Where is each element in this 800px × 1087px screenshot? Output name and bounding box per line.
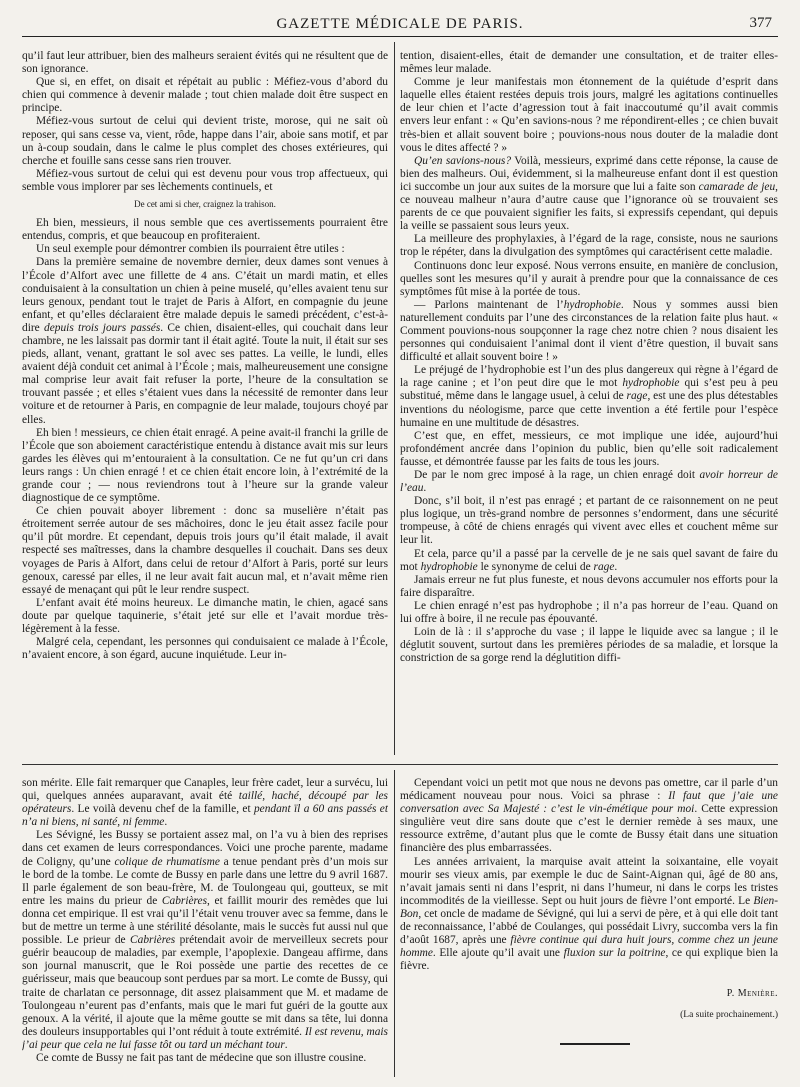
text-run: qu’il faut leur attribuer, bien des malheurs seraient évités qui ne résultent que de son ignorance.	[22, 50, 388, 76]
feuilleton-column-right	[400, 777, 778, 1077]
paragraph	[22, 50, 388, 76]
text-run: , ce nouveau malheur n’aura d’autre cause que l’ignorance où se trouvaient ses parents de ce que pouvaient signifier les faits, si expressifs cependant, qui depuis la veille se passaient sous leurs yeux.	[400, 180, 778, 233]
italic-text: Bien-Bon	[400, 894, 778, 920]
italic-text: fièvre continue qui dura huit jours, comme chez un jeune homme	[400, 934, 778, 960]
text-run: P. Menière.	[726, 988, 778, 1000]
paragraph	[22, 256, 388, 426]
text-run: Les années arrivaient, la marquise avait atteint la soixantaine, elle voyait mourir ses vieux amis, par exemple le duc de Saint-Aignan qui, âgé de 80 ans, n’avait jamais senti ni dans l’esprit, ni dans l’humeur, ni dans le corps les tristes incommodités de la vieillesse. Sept ou huit jours de fièvre l’ont emporté. Le	[400, 855, 778, 907]
section-divider	[22, 764, 778, 765]
text-run: , ce qui explique bien la fièvre.	[400, 947, 778, 973]
text-run: . Nous y sommes aussi bien naturellement conduits par l’une des circonstances de la relation faite plus haut. « Comment pouvions-nous soupçonner la rage chez notre chien ? nous disaient les personnes qui conduisaient l’animal dont il vient d’être question, il buvait sans difficulté et allait souvent boire ! »	[400, 298, 778, 364]
paragraph	[400, 574, 778, 600]
text-run: , et faillit mourir des remèdes que lui donna cet empirique. Il est vrai qu’il l’était venu trouver avec sa femme, dans le but de mettre un terme à une stérilité désolante, mais le succès fut aussi nul que possible. Le prieur de	[22, 894, 388, 947]
italic-text: fluxion sur la poitrine	[563, 947, 666, 960]
page-header	[22, 10, 778, 37]
paragraph	[22, 505, 388, 597]
text-run: , cet oncle de madame de Sévigné, qui lui a servi de père, et à qui elle doit tant de reconnaissance, l’abbé de Coulanges, qui possédait Livry, succomba vers la fin d’août 1687, après une	[400, 907, 778, 947]
text-run: Ce comte de Bussy ne fait pas tant de médecine que son illustre cousine.	[36, 1051, 367, 1064]
italic-text: taillé, haché, découpé par les opérateurs	[22, 790, 388, 816]
text-run: Eh bien, messieurs, il nous semble que ces avertissements pourraient être entendus, compris, et que beaucoup en profiteraient.	[22, 217, 388, 243]
paragraph	[400, 856, 778, 974]
italic-text: avoir horreur de l’eau	[400, 469, 778, 495]
paragraph	[400, 469, 778, 495]
italic-text: Il est revenu, mais j’ai peur que cela ne lui fasse tôt ou tard un méchant tour	[22, 1025, 388, 1051]
text-run: Loin de là : il s’approche du vase ; il lappe le liquide avec sa langue ; il le déglutit souvent, surtout dans les premières périodes de sa maladie, et lorsque la constriction de sa gorge rend la déglutition diffi-	[400, 626, 778, 665]
text-run: Le chien enragé n’est pas hydrophobe ; il n’a pas horreur de l’eau. Quand on lui offre à boire, il ne recule pas épouvanté.	[400, 599, 778, 626]
text-run: Jamais erreur ne fut plus funeste, et nous devons accumuler nos efforts pour la faire disparaître.	[400, 573, 778, 599]
italic-text: Qu’en savions-nous?	[414, 154, 512, 167]
end-rule	[560, 1043, 630, 1045]
text-run: , est une des plus détestables inventions du néologisme, parce que cette invention a été fertile pour l’espèce humaine en une multitude de désastres.	[400, 390, 778, 429]
paragraph	[400, 364, 778, 429]
italic-text: Cabrières	[161, 894, 208, 907]
page-number: 377	[749, 15, 772, 31]
text-run: Voilà, messieurs, exprimé dans cette réponse, la cause de bien des malheurs. Oui, évidemment, si la malheureuse enfant dont il est question ici succombe un jour aux suites de la morsure que lui a faite son	[400, 154, 778, 193]
italic-text: hydrophobie	[563, 298, 621, 311]
italic-text: hydrophobie	[622, 377, 680, 390]
paragraph	[400, 76, 778, 155]
feuilleton-column-left	[22, 777, 388, 1077]
text-run: De par le nom grec imposé à la rage, un chien enragé doit	[414, 469, 700, 481]
text-run: .	[423, 482, 427, 495]
text-run: La meilleure des prophylaxies, à l’égard de la rage, consiste, nous ne saurions trop le répéter, dans la divulgation des symptômes qui caractérisent cette maladie.	[400, 233, 778, 259]
paragraph	[22, 597, 388, 636]
author-signature	[400, 987, 778, 1000]
text-run: .	[164, 816, 168, 829]
text-run: . Cette expression singulière veut dire sans doute que c’est le dernier remède à ses maux, une ressource extrême, d’autant plus que le comte de Bussy était dans une situation financière des plus embarrassées.	[400, 803, 778, 855]
text-run: tention, disaient-elles, était de demander une consultation, et de traiter elles-mêmes leur malade.	[400, 50, 778, 76]
text-run: . Le voilà devenu chef de la famille, et	[71, 803, 254, 816]
text-run: C’est que, en effet, messieurs, ce mot implique une idée, aujourd’hui profondément ancrée dans l’opinion du public, bien qu’elle soit radicalement fausse, et démontrée fausse par les faits de tous les jours.	[400, 429, 778, 468]
text-run: Donc, s’il boit, il n’est pas enragé ; et partant de ce raisonnement on ne peut plus logique, un très-grand nombre de personnes s’endorment, dans une sécurité trompeuse, à côté de chiens enragés qui vivent avec elles et couchent même sur leur lit.	[400, 495, 778, 547]
paragraph	[400, 600, 778, 626]
paragraph	[400, 50, 778, 76]
verse-quote	[22, 198, 388, 211]
text-run: Comme je leur manifestais mon étonnement de la quiétude d’esprit dans laquelle elles étaient restées depuis trois jours, malgré les agitations continuelles de leur chien et l’acte d’agression tout à fait inaccoutumé qu’il avait commis envers leur enfant : « Qu’en savions-nous ? me répondirent-elles ; ce chien buvait très-bien et allait souvent boire ; pouvions-nous nous douter de la maladie dont vous le dites affecté ? »	[400, 76, 778, 154]
paragraph	[400, 155, 778, 234]
paragraph	[400, 233, 778, 259]
text-run: — Parlons maintenant de l’	[414, 298, 564, 311]
article-column-top-left	[22, 50, 388, 755]
article-column-top-right	[400, 50, 778, 755]
continuation-note	[400, 1009, 778, 1022]
text-run: Le préjugé de l’hydrophobie est l’un des plus dangereux qui règne à l’égard de la rage canine ; et l’on peut dire que le mot	[400, 364, 778, 390]
italic-text: rage	[593, 560, 615, 573]
text-run: Eh bien ! messieurs, ce chien était enragé. A peine avait-il franchi la grille de l’École que son aboiement caractéristique entendu à distance avait mis sur leurs gardes les élèves qui m’entouraient à la consultation. Ce ne fut qu’un cri dans leurs rangs : Un chien enragé ! et ce chien était encore loin, à l’extrémité de la grande cour ; — nous reviendrons tout à l’heure sur la grande valeur diagnostique de ce symptôme.	[22, 426, 388, 505]
paragraph	[400, 260, 778, 299]
text-run: Cependant voici un petit mot que nous ne devons pas omettre, car il parle d’un médicament nouveau pour nous. Voici sa phrase :	[400, 777, 778, 803]
italic-text: rage	[626, 390, 648, 403]
text-run: le synonyme de celui de	[477, 560, 594, 573]
paragraph	[22, 217, 388, 243]
italic-text: pendant ïl a 60 ans passés et n’a ni biens, ni santé, ni femme	[22, 803, 388, 829]
text-run: Méfiez-vous surtout de celui qui devient triste, morose, qui ne sait où reposer, qui sans cesse va, vient, rôde, happe dans l’air, aboie sans motif, et par un à-coup soudain, dans le calme le plus complet des choses extérieures, qui cherche et fouille sans cesse sans rien trouver.	[22, 115, 388, 167]
paragraph	[22, 636, 388, 662]
text-run: De cet ami si cher, craignez la trahison.	[134, 199, 276, 210]
paragraph	[22, 243, 388, 256]
italic-text: Cabrières	[130, 934, 176, 947]
text-run: Les Sévigné, les Bussy se portaient assez mal, on l’a vu à bien des reprises dans cet examen de leurs correspondances. Voici une proche parente, madame de Coligny, qu’une	[22, 829, 388, 868]
paragraph	[400, 777, 778, 856]
italic-text: Il faut que j’aie une conversation avec Sa Majesté : c’est le vin-émétique pour moi	[400, 790, 778, 816]
text-run: . Ce chien, disaient-elles, qui couchait dans leur chambre, ne les laissait pas dormir tant il était agité. Toute la nuit, il était sur ses pieds, allant, venant, grattant le sol avec ses pattes. La veille, le lundi, elles avaient déjà conduit cet animal à l’École ; mais, malheureusement une consigne mal comprise leur avait fait refuser la porte, l’heure de la consultation se trouvant passée ; et elles s’étaient vues dans la nécessité de remonter dans leur voiture et de retourner à Paris, en compagnie de leur malade, toujours choyé par elles.	[22, 321, 388, 426]
italic-text: colique de rhumatisme	[114, 855, 220, 868]
text-run: Un seul exemple pour démontrer combien ils pourraient être utiles :	[36, 243, 345, 256]
paragraph	[400, 299, 778, 364]
text-run: son mérite. Elle fait remarquer que Canaples, leur frère cadet, leur a survécu, lui qui, quelques années auparavant, avait été	[22, 777, 388, 803]
text-run: Dans la première semaine de novembre dernier, deux dames sont venues à l’École d’Alfort avec une fillette de 4 ans. C’était un mardi matin, et elles conduisaient à la consultation un chien à peine muselé, qu’elles avaient tenu sur leurs genoux, pendant tout le trajet de Paris à Alfort, en compagnie du jeune enfant, et qu’elles déclaraient être malade depuis le samedi précédent, c’est-à-dire	[22, 256, 388, 334]
paragraph	[22, 1052, 388, 1065]
paragraph	[22, 777, 388, 829]
italic-text: camarade de jeu	[698, 180, 776, 193]
text-run: L’enfant avait été moins heureux. Le dimanche matin, le chien, agacé sans doute par quelque taquinerie, s’était jeté sur elle et l’avait mordue très-légèrement à la fesse.	[22, 596, 388, 636]
journal-title: GAZETTE MÉDICALE DE PARIS.	[276, 16, 524, 32]
text-run: (La suite prochainement.)	[680, 1009, 778, 1020]
column-divider-bottom	[394, 770, 395, 1077]
paragraph	[22, 829, 388, 1052]
text-run: a tenue pendant près d’un mois sur le bord de la tombe. Le comte de Bussy en parle dans une lettre du 9 avril 1687. Il parle également de son beau-frère, M. de Toulongeau qui, goutteux, se mit entre les mains du prieur de	[22, 855, 388, 907]
column-divider-top	[394, 42, 395, 755]
text-run: Et cela, parce qu’il a passé par la cervelle de je ne sais quel savant de faire du mot	[400, 547, 778, 573]
paragraph	[400, 495, 778, 547]
paragraph	[400, 626, 778, 665]
text-run: Méfiez-vous surtout de celui qui est devenu pour vous trop affectueux, qui semble vous implorer par ses lèchements continuels, et	[22, 167, 388, 193]
text-run: Malgré cela, cependant, les personnes qui conduisaient ce malade à l’École, n’avaient encore, à son égard, aucune inquiétude. Leur in-	[22, 636, 388, 662]
italic-text: depuis trois jours passés	[44, 321, 161, 334]
text-run: Que si, en effet, on disait et répétait au public : Méfiez-vous d’abord du chien qui commence à devenir malade ; tout chien malade doit être suspect en principe.	[22, 76, 388, 115]
paragraph	[22, 427, 388, 506]
paragraph	[22, 115, 388, 167]
paragraph	[400, 548, 778, 574]
text-run: . Elle ajoute qu’il avait une	[432, 947, 564, 960]
text-run: Continuons donc leur exposé. Nous verrons ensuite, en manière de conclusion, quelles sont les mesures qu’il y aurait à prendre pour que la connaissance de ces symptômes fût mise à la portée de tous.	[400, 259, 778, 298]
paragraph	[400, 430, 778, 469]
italic-text: hydrophobie	[420, 560, 478, 573]
text-run: Ce chien pouvait aboyer librement : donc sa muselière n’était pas étroitement serrée autour de ses mâchoires, donc le jeu était assez facile pour qu’il pût mordre. Et cependant, depuis trois jours qu’il était malade, il avait respecté ses maîtresses, dans la chambre desquelles il couchait. Dans ses deux voyages de Paris à Alfort, dans celui de retour d’Alfort à Paris, porté sur leurs genoux, caressé par elles, il ne leur avait fait aucun mal, et n’avait même rien essayé de menaçant qui pût le leur rendre suspect.	[22, 505, 388, 596]
paragraph	[22, 168, 388, 194]
text-run: prétendait avoir de merveilleux secrets pour guérir beaucoup de maladies, par exemple, l’apoplexie. Dangeau affirme, dans son journal manuscrit, que le Roi possède une partie des recettes de ce guérisseur, mais que beaucoup sont perdues par sa mort. Le comte de Bussy, qui traite de charlatan ce personnage, dit assez plaisamment que M. et madame de Toulongeau n’eurent pas d’enfants, mais que le mari fut guéri de la goutte aux genoux. A la vérité, il ajoute que la même goutte se mit dans sa tête, lui donna des douleurs insupportables qui l’ont réduit à toute extrémité.	[22, 934, 388, 1038]
text-run: qui s’est peu à peu substitué, même dans le langage usuel, à celui de	[400, 377, 778, 403]
text-run: .	[284, 1038, 288, 1051]
text-run: .	[614, 560, 618, 573]
paragraph	[22, 76, 388, 115]
